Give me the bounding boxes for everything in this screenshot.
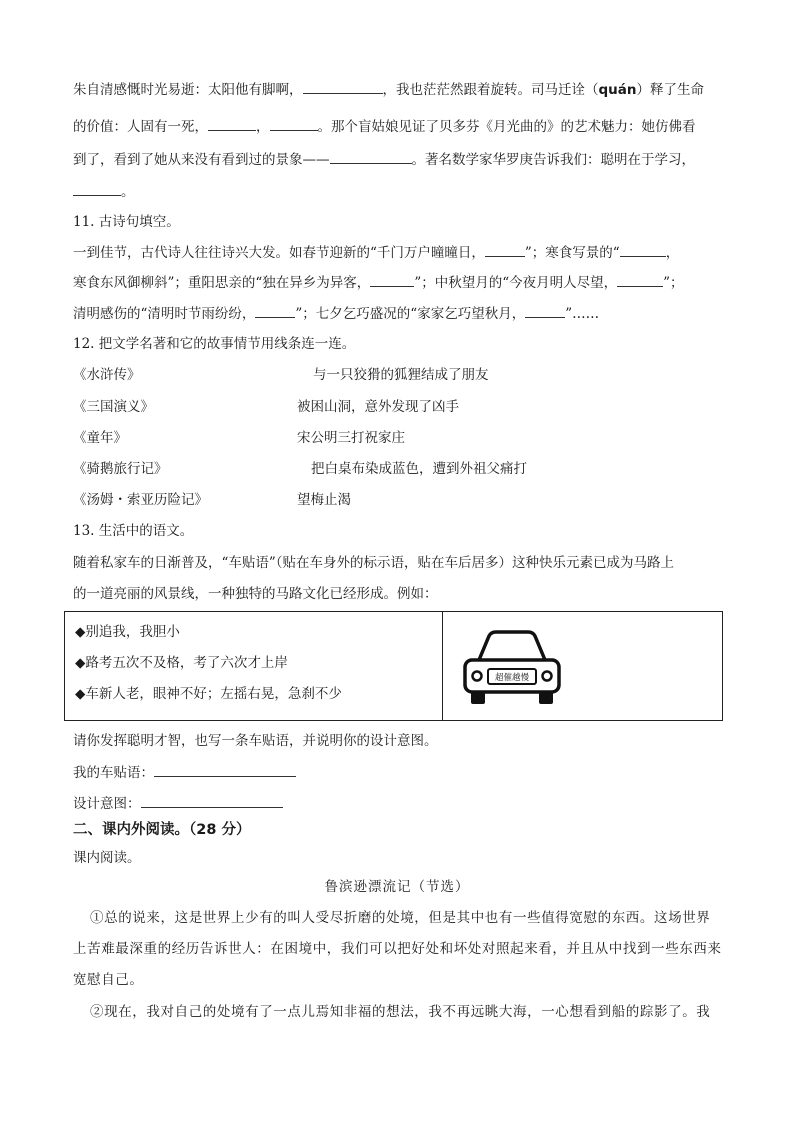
blank-line <box>303 79 383 94</box>
passage-line: 宽慰自己。 <box>73 972 144 988</box>
book-title: 《童年》 <box>73 430 127 446</box>
text-segment: ”；寒食写景的“ <box>524 245 620 261</box>
car-icon <box>457 620 567 710</box>
plot-item: 把白桌布染成蓝色，遭到外祖父痛打 <box>311 461 527 477</box>
blank-line <box>330 149 412 164</box>
text-segment: ， <box>665 245 680 261</box>
plot-item: 被困山洞，意外发现了凶手 <box>297 399 459 415</box>
answer-field[interactable] <box>154 762 296 777</box>
plot-item: 宋公明三打祝家庄 <box>297 430 405 446</box>
book-title: 《汤姆・索亚历险记》 <box>73 492 208 508</box>
text-segment: 。 <box>121 184 135 200</box>
text-segment: ”；七夕乞巧盛况的“家家乞巧望秋月， <box>295 306 526 322</box>
text-segment: 寒食东风御柳斜”；重阳思亲的“独在异乡为异客， <box>73 275 371 291</box>
subheading: 课内阅读。 <box>73 850 141 866</box>
text-segment: 。著名数学家华罗庚告诉我们：聪明在于学习， <box>411 152 695 168</box>
example-item: ◆车新人老，眼神不好；左摇右晃，急刹不少 <box>75 686 342 702</box>
question-title: 13. 生活中的语文。 <box>73 523 194 539</box>
blank-line <box>485 242 525 257</box>
plot-item: 望梅止渴 <box>297 492 351 508</box>
book-title: 《三国演义》 <box>73 399 154 415</box>
blank-line <box>525 303 565 318</box>
answer-row <box>73 793 283 814</box>
text-segment: ）释了生命 <box>636 82 704 98</box>
text-segment: 一到佳节，古代诗人往往诗兴大发。如春节迎新的“千门万户曈曈日， <box>73 245 485 261</box>
table-divider <box>442 612 443 720</box>
text-line <box>73 303 599 324</box>
text-segment: 的价值：人固有一死， <box>73 119 208 135</box>
answer-field[interactable] <box>141 793 283 808</box>
answer-label: 设计意图： <box>73 796 141 812</box>
section-heading: 二、课内外阅读。（28 分） <box>73 822 251 838</box>
answer-row <box>73 762 296 783</box>
text-segment: ”； <box>663 275 684 291</box>
text-line <box>73 272 684 293</box>
text-segment: 到了，看到了她从来没有看到过的景象—— <box>73 152 330 168</box>
text-line <box>73 79 704 100</box>
passage-line: ①总的说来，这是世界上少有的叫人受尽折磨的处境，但是其中也有一些值得宽慰的东西。这场世界 <box>90 910 711 926</box>
example-item: ◆路考五次不及格，考了六次才上岸 <box>75 655 288 671</box>
text-segment: ”；中秋望月的“今夜月明人尽望， <box>414 275 618 291</box>
text-segment: ，我也茫茫然跟着旋转。司马迁诠（ <box>382 82 599 98</box>
question-title: 12. 把文学名著和它的故事情节用线条连一连。 <box>73 336 356 352</box>
passage-line: ②现在，我对自己的处境有了一点儿焉知非福的想法，我不再远眺大海，一心想看到船的踪影了。我 <box>90 1004 711 1020</box>
text-segment: ， <box>256 119 270 135</box>
example-item: ◆别追我，我胆小 <box>75 624 180 640</box>
blank-line <box>73 181 121 196</box>
text-segment: ”…… <box>565 306 600 322</box>
text-segment: 。那个盲姑娘见证了贝多芬《月光曲的》的艺术魅力：她仿佛看 <box>317 119 696 135</box>
text-segment: 朱自清感慨时光易逝：太阳他有脚啊， <box>73 82 303 98</box>
blank-line <box>255 303 295 318</box>
text-line <box>73 149 695 170</box>
car-sign-text: 超催越慢 <box>494 673 530 683</box>
example-table <box>64 611 723 721</box>
blank-line <box>270 116 318 131</box>
blank-line <box>370 272 414 287</box>
plot-item: 与一只狡猾的狐狸结成了朋友 <box>313 367 489 383</box>
question-title: 11. 古诗句填空。 <box>73 214 180 230</box>
text-line <box>73 116 696 137</box>
pinyin-annotation: quán <box>598 82 637 98</box>
book-title: 《骑鹅旅行记》 <box>73 461 168 477</box>
blank-line <box>208 116 256 131</box>
text-segment: 清明感伤的“清明时节雨纷纷， <box>73 306 256 322</box>
text-line: 随着私家车的日渐普及，“车贴语”（贴在车身外的标示语，贴在车后居多）这种快乐元素已成为马路上 <box>73 555 675 571</box>
text-line: 请你发挥聪明才智，也写一条车贴语，并说明你的设计意图。 <box>73 733 438 749</box>
passage-title: 鲁滨逊漂流记（节选） <box>324 879 470 895</box>
blank-line <box>620 242 666 257</box>
text-line <box>73 242 679 263</box>
text-line <box>73 181 135 202</box>
text-line: 的一道亮丽的风景线，一种独特的马路文化已经形成。例如： <box>73 586 438 602</box>
answer-label: 我的车贴语： <box>73 765 154 781</box>
book-title: 《水浒传》 <box>73 367 141 383</box>
passage-line: 上苦难最深重的经历告诉世人：在困境中，我们可以把好处和坏处对照起来看，并且从中找到一些东西来 <box>73 941 722 957</box>
blank-line <box>617 272 663 287</box>
